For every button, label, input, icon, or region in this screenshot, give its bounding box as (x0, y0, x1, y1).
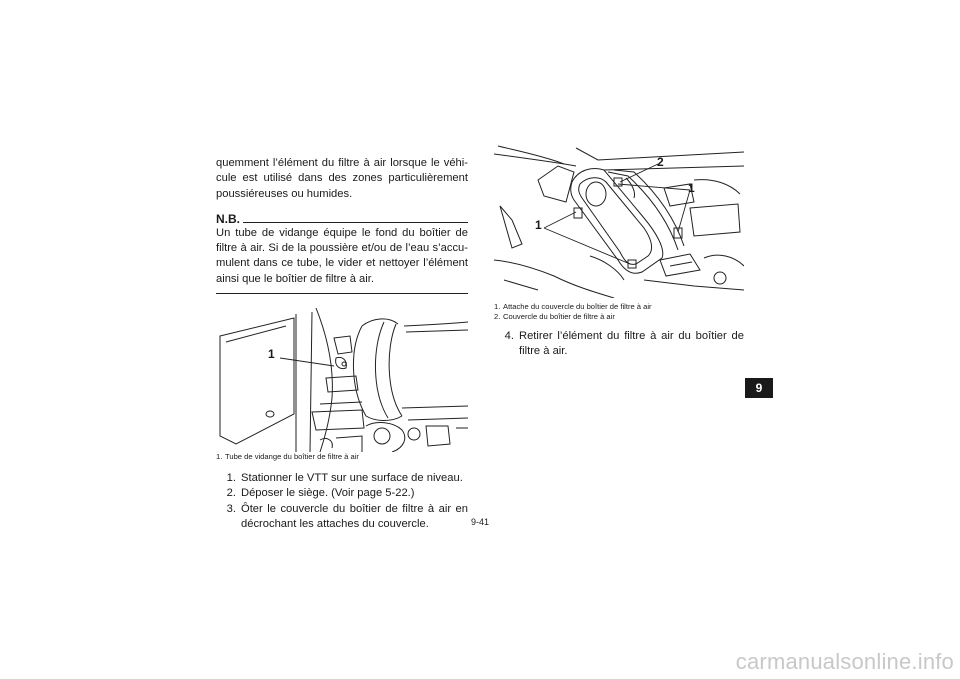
step-item (216, 486, 468, 501)
callout-1: 1 (268, 347, 275, 362)
caption-item (494, 312, 744, 322)
page-number: 9-41 (470, 517, 489, 527)
air-filter-case-illustration (494, 140, 744, 298)
intro-paragraph: quemment l’élément du filtre à air lorsque le véhi-cule est utilisé dans des zones particulièrement poussiéreuses ou humides. (216, 157, 468, 200)
callout-1-upper: 1 (688, 181, 695, 195)
chapter-tab: 9 (745, 378, 773, 398)
caption-number: 2. (494, 312, 501, 321)
step-list (494, 329, 744, 360)
caption-item (216, 452, 468, 462)
note-label: N.B. (216, 211, 240, 226)
note-rule (243, 222, 468, 223)
callout-1-lower: 1 (535, 218, 542, 232)
callout-2: 2 (657, 155, 664, 169)
step-text: Ôter le couvercle du boîtier de filtre à air en décrochant les attaches du couvercle. (241, 502, 468, 530)
step-item (216, 471, 468, 486)
step-item (494, 329, 744, 360)
step-number: 2. (226, 487, 236, 500)
step-number: 1. (226, 472, 236, 485)
caption-number: 1. (216, 452, 223, 462)
caption-text: Attache du couvercle du boîtier de filtre à air (503, 302, 652, 311)
note-heading (216, 212, 468, 226)
note-text: Un tube de vidange équipe le fond du boîtier de filtre à air. Si de la poussière et/ou de l’eau s’accu-mulent dans ce tube, le vider et nettoyer l’élément ainsi que le boîtier de filtre à air. (216, 226, 468, 285)
left-column (216, 156, 468, 532)
figure-caption-list (494, 302, 744, 322)
step-number: 3. (226, 502, 236, 515)
caption-item (494, 302, 744, 312)
caption-number: 1. (494, 302, 501, 311)
step-text: Stationner le VTT sur une surface de niveau. (241, 472, 463, 485)
right-column (494, 140, 744, 360)
step-number: 4. (504, 330, 514, 342)
caption-text: Couvercle du boîtier de filtre à air (503, 312, 615, 321)
drain-tube-illustration (216, 308, 468, 452)
step-text: Retirer l’élément du filtre à air du boîtier de filtre à air. (519, 330, 744, 358)
figure-caption-list (216, 452, 468, 462)
note-end-rule (216, 293, 468, 294)
caption-text: Tube de vidange du boîtier de filtre à air (225, 452, 359, 462)
watermark: carmanualsonline.info (735, 649, 954, 674)
step-text: Déposer le siège. (Voir page 5-22.) (241, 487, 415, 500)
